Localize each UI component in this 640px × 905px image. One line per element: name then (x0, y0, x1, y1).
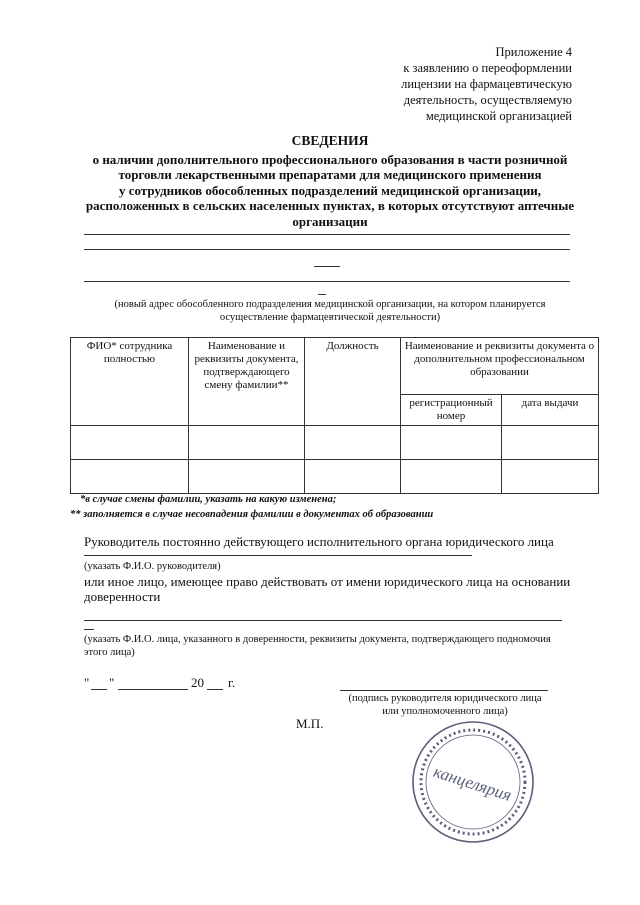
table-cell[interactable] (502, 460, 599, 494)
appendix-line: медицинской организацией (425, 109, 572, 123)
header-position: Должность (305, 338, 401, 426)
year-suffix: г. (228, 675, 236, 690)
table-cell[interactable] (71, 460, 189, 494)
appendix-line: Приложение 4 (495, 45, 572, 59)
quote-close: " (109, 675, 115, 690)
table-cell[interactable] (71, 426, 189, 460)
signature-caption-line: (подпись руководителя юридического лица (348, 693, 542, 704)
quote-open: " (84, 675, 90, 690)
address-fill-line (84, 234, 570, 235)
header-issue-date: дата выдачи (502, 395, 599, 426)
other-caption-line: этого лица) (84, 647, 135, 658)
other-fill-line (84, 629, 94, 630)
table-row (71, 460, 599, 494)
table-cell[interactable] (401, 460, 502, 494)
title-main: СВЕДЕНИЯ (291, 133, 369, 148)
title-line: у сотрудников обособленных подразделений медицинской организации, (118, 182, 542, 198)
title-line: расположенных в сельских населенных пунктах, в которых отсутствуют аптечные (85, 198, 575, 213)
table-cell[interactable] (305, 426, 401, 460)
header-fio: ФИО* сотрудника полностью (71, 338, 189, 426)
appendix-line: деятельность, осуществляемую (403, 93, 572, 107)
appendix-line: к заявлению о переоформлении (403, 61, 572, 75)
address-caption (60, 298, 600, 324)
footnote-one: *в случае смены фамилии, указать на какую изменена; (80, 494, 337, 505)
office-stamp (408, 717, 538, 847)
footnote-two: ** заполняется в случае несовпадения фамилии в документах об образовании (70, 509, 434, 520)
table-cell[interactable] (305, 460, 401, 494)
title-line: организации (292, 213, 368, 229)
seal-label: М.П. (296, 716, 324, 731)
signature-caption (330, 692, 560, 718)
other-caption (84, 633, 584, 659)
address-fill-line (84, 249, 570, 250)
table-cell[interactable] (189, 426, 305, 460)
table-row (71, 426, 599, 460)
year-blank[interactable] (207, 689, 223, 690)
other-person-line: или иное лицо, имеющее право действовать от имени юридического лица на основании (84, 574, 571, 589)
signature-caption-line: или уполномоченного лица) (382, 706, 508, 717)
year-prefix: 20 (191, 675, 204, 690)
header-education: Наименование и реквизиты документа о дополнительном профессиональном образовании (401, 338, 599, 395)
address-fill-line (314, 266, 340, 267)
date-line (84, 675, 284, 693)
header-reg-number: регистрационный номер (401, 395, 502, 426)
address-caption-line: осуществление фармацевтической деятельности) (219, 312, 441, 323)
day-blank[interactable] (91, 689, 107, 690)
appendix-block (360, 44, 572, 124)
table-cell[interactable] (502, 426, 599, 460)
stamp-label: канцелярия (431, 761, 514, 805)
month-blank[interactable] (118, 689, 188, 690)
other-fill-line (84, 620, 562, 621)
other-person-line: доверенности (84, 589, 161, 604)
other-caption-line: (указать Ф.И.О. лица, указанного в доверенности, реквизиты документа, подтверждающего подномочия (84, 634, 551, 645)
header-name-change: Наименование и реквизиты документа, подтверждающего смену фамилии** (189, 338, 305, 426)
table-cell[interactable] (401, 426, 502, 460)
table-cell[interactable] (189, 460, 305, 494)
title-line: о наличии дополнительного профессионального образования в части розничной (92, 151, 568, 167)
address-fill-line (318, 294, 326, 295)
title-line: торговли лекарственными препаратами для медицинского применения (118, 167, 542, 182)
document-title (60, 133, 600, 229)
head-caption: (указать Ф.И.О. руководителя) (84, 561, 221, 572)
address-caption-line: (новый адрес обособленного подразделения медицинской организации, на котором планируется (114, 299, 546, 310)
staff-table (70, 337, 599, 494)
stamp-icon (408, 717, 538, 847)
head-line: Руководитель постоянно действующего исполнительного органа юридического лица (84, 534, 554, 549)
head-fill-line (84, 555, 472, 556)
signature-line (340, 690, 548, 691)
appendix-line: лицензии на фармацевтическую (401, 77, 572, 91)
address-fill-line (84, 281, 570, 282)
